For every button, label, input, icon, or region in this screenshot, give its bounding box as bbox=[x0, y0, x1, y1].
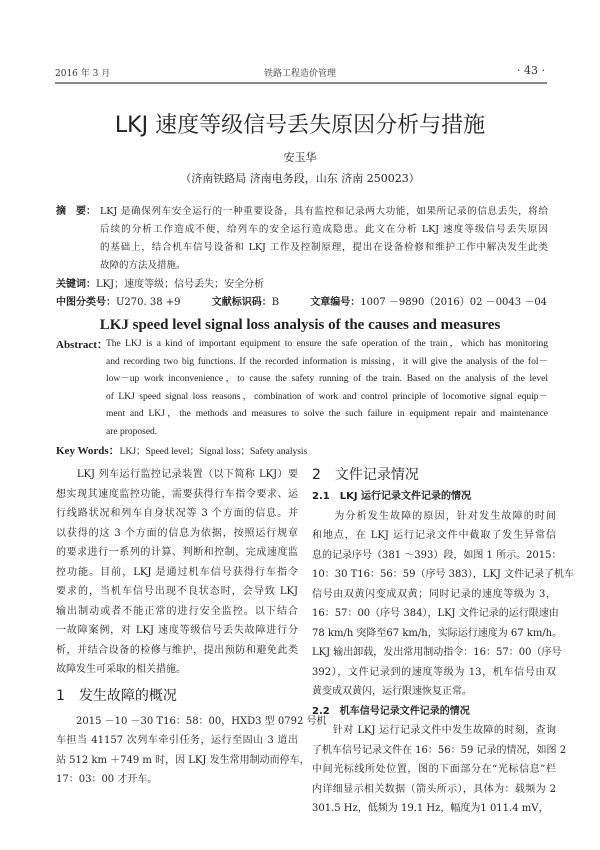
text-line: 故障发生可采取的相关措施。 bbox=[56, 664, 186, 675]
text-line: low－up work inconvenience，to cause the safety running of the train. Based on the analysis of the level bbox=[106, 374, 548, 384]
text-line: 站 512 km ＋749 m 时，因 LKJ 发生常用制动而停车， bbox=[56, 754, 310, 766]
header-date: 2016 年 3 月 bbox=[55, 69, 111, 79]
section-2-2-paragraph bbox=[312, 721, 567, 819]
classification-line: 中图分类号：U270. 38 +9 文献标识码：B 文章编号：1007 －9890（2016）02 －0043 －04 bbox=[56, 297, 548, 308]
abstract-en-label: Abstract： bbox=[56, 339, 108, 351]
text-line: 息的记录序号（381 ～393）段，如图 1 所示。2015： bbox=[312, 549, 562, 561]
text-line: 黄变成双黄闪，运行限速恢复正常。 bbox=[312, 686, 472, 697]
section-2-2-heading: 2.2 机车信号记录文件记录的情况 bbox=[312, 705, 470, 717]
header-journal: 铁路工程造价管理 bbox=[263, 69, 336, 79]
text-line: are proposed. bbox=[106, 426, 158, 437]
abstract-en bbox=[106, 336, 548, 441]
author: 安玉华 bbox=[283, 151, 317, 164]
abstract-cn-label: 摘 要： bbox=[56, 206, 96, 217]
text-line: 中间光标线所处位置，图的下面部分在“光标信息”栏 bbox=[312, 764, 556, 775]
text-line: 车担当 41157 次列车牵引任务，运行至固山 3 道出 bbox=[56, 735, 298, 746]
text-line: 16：57：00（序号 384），LKJ 文件记录的运行限速由 bbox=[312, 608, 559, 619]
abstract-cn bbox=[100, 203, 548, 275]
text-line: 析，并结合设备的检修与维护，提出预防和避免此类 bbox=[56, 644, 298, 656]
text-line: 后续的分析工作造成不便，给列车的安全运行造成隐患。此文在分析 LKJ 速度等级信号丢失原因 bbox=[100, 224, 548, 235]
text-line: 想实现其速度监控功能，需要获得行车指令要求、运 bbox=[56, 488, 298, 500]
keywords-cn: 关键词：LKJ；速度等级；信号丢失；安全分析 bbox=[56, 279, 265, 290]
text-line: 301.5 Hz，低频为 19.1 Hz，幅度为1 011.4 mV， bbox=[312, 803, 549, 814]
text-line: 行线路状况和列车自身状况等 3 个方面的信息。并 bbox=[56, 508, 298, 519]
header-rule bbox=[55, 82, 547, 84]
text-line: 故障的方法及措施。 bbox=[100, 260, 186, 271]
text-line: LKJ 列车运行监控记录装置（以下简称 LKJ）要 bbox=[56, 469, 298, 480]
section-1-paragraph bbox=[56, 712, 327, 790]
text-line: 控功能。目前，LKJ 是通过机车信号获得行车指令 bbox=[56, 566, 298, 578]
text-line: 内详细显示相关数据（箭头所示），具体为：载频为 2 bbox=[312, 783, 556, 795]
section-2-heading: 2 文件记录情况 bbox=[312, 467, 419, 483]
text-line: 以获得的这 3 个方面的信息为依据，按照运行规章 bbox=[56, 527, 298, 539]
text-line: 要求的，当机车信号出现不良状态时，会导致 LKJ bbox=[56, 586, 298, 597]
text-line: LKJ 输出卸载，发出常用制动指令：16：57：00（序号 bbox=[312, 647, 562, 658]
text-line: 输出制动或者不能正常的进行安全监控。以下结合 bbox=[56, 605, 298, 617]
text-line: 了机车信号记录文件在 16：56：59 记录的情况，如图 2 bbox=[312, 744, 567, 756]
text-line: 392），文件记录到的速度等级为 13，机车信号由双 bbox=[312, 666, 556, 678]
header-page-number: · 43 · bbox=[517, 64, 545, 77]
text-line: The LKJ is a kind of important equipment to ensure the safe operation of the train，which has monitoring bbox=[106, 339, 548, 349]
text-line: 为分析发生故障的原因，针对发生故障的时间 bbox=[312, 510, 556, 522]
text-line: 17：03：00 才开车。 bbox=[56, 774, 158, 785]
section-2-1-heading: 2.1 LKJ 运行记录文件记录的情况 bbox=[312, 491, 472, 502]
text-line: 78 km/h 突降至67 km/h，实际运行速度为 67 km/h。 bbox=[312, 627, 563, 639]
intro-paragraph bbox=[56, 465, 298, 680]
text-line: 2015 －10 －30 T16：58：00，HXD3 型 0792 号机 bbox=[56, 715, 327, 727]
affiliation: （济南铁路局 济南电务段，山东 济南 250023） bbox=[180, 172, 420, 185]
text-line: LKJ 是确保列车安全运行的一种重要设备，具有监控和记录两大功能，如果所记录的信息丢失，将给 bbox=[100, 206, 548, 217]
left-column bbox=[56, 465, 327, 790]
text-line: 针对 LKJ 运行记录文件中发生故障的时刻，查询 bbox=[312, 725, 556, 736]
text-line: 10：30 T16：56：59（序号 383），LKJ 文件记录了机车 bbox=[312, 569, 575, 580]
text-line: 信号由双黄闪变成双黄；同时记录的速度等级为 3， bbox=[312, 588, 556, 600]
paper-title: LKJ 速度等级信号丢失原因分析与措施 bbox=[114, 113, 486, 138]
text-line: 的基础上，结合机车信号设备和 LKJ 工作及控制原理，提出在设备检修和维护工作中解决发生此类 bbox=[100, 242, 548, 253]
english-title: LKJ speed level signal loss analysis of the causes and measures bbox=[99, 317, 501, 333]
section-2-1-paragraph bbox=[312, 507, 575, 702]
right-column bbox=[312, 465, 575, 819]
text-line: 一故障案例，对 LKJ 速度等级信号丢失故障进行分 bbox=[56, 625, 298, 636]
text-line: ment and LKJ，the methods and measures to solve the such failure in equipment repair and maintenance bbox=[106, 409, 548, 419]
text-line: of LKJ speed signal loss reasons，combination of work and control principle of locomotive signal equip－ bbox=[106, 391, 548, 402]
text-line: 的要求进行一系列的计算、判断和控制，完成速度监 bbox=[56, 547, 298, 558]
text-line: and recording two big functions. If the recorded information is missing，it will give the analysis of the fol－ bbox=[106, 356, 548, 367]
keywords-en: Key Words：LKJ；Speed level；Signal loss；Safety analysis bbox=[56, 445, 308, 457]
text-line: 和地点，在 LKJ 运行记录文件中截取了发生异常信 bbox=[312, 530, 556, 541]
section-1-heading: 1 发生故障的概况 bbox=[56, 687, 177, 704]
